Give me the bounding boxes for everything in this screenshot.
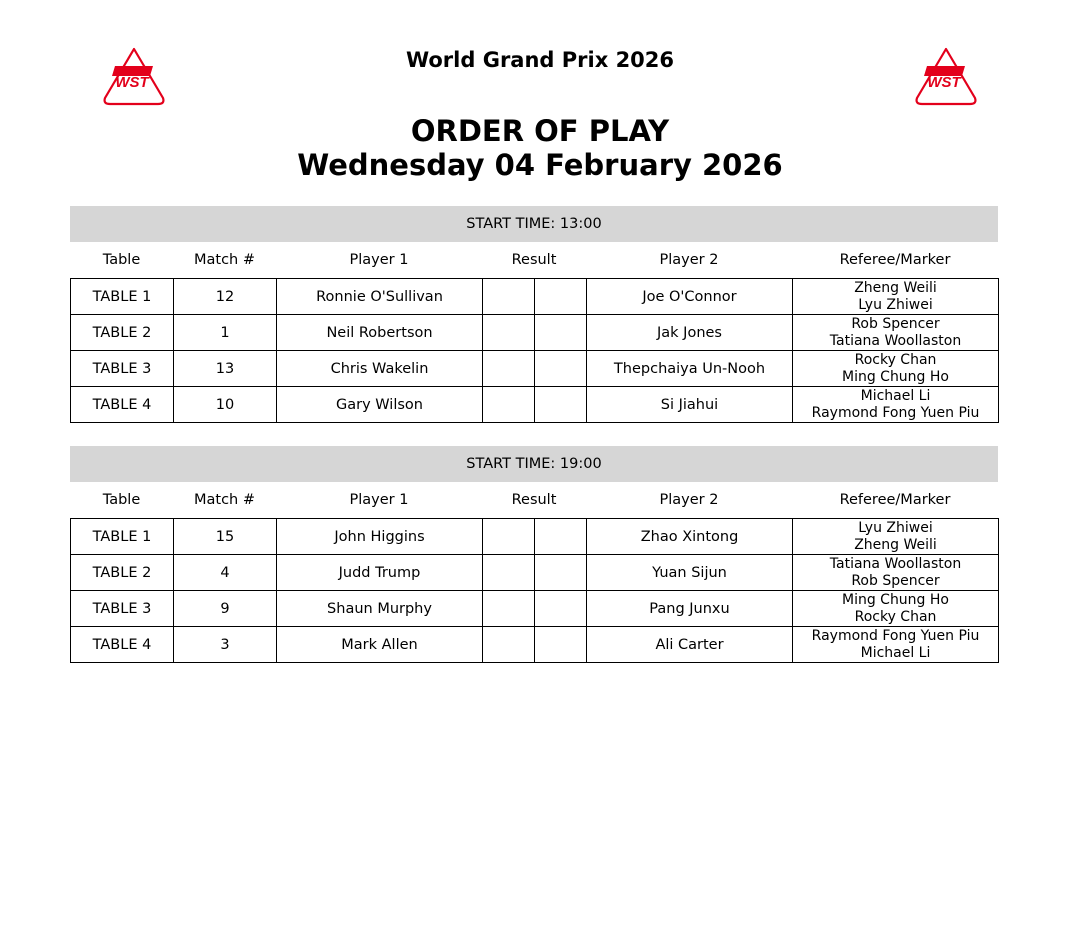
referee-cell (793, 591, 999, 627)
marker-name: Ming Chung Ho (841, 368, 949, 385)
match-table (70, 278, 999, 423)
marker-name: Zheng Weili (854, 536, 937, 553)
result-cell-2 (535, 387, 587, 423)
tournament-name: World Grand Prix 2026 (405, 48, 675, 72)
col-player1: Player 1 (349, 492, 409, 508)
result-cell-2 (535, 591, 587, 627)
table-cell: TABLE 3 (71, 351, 174, 387)
referee-name: Raymond Fong Yuen Piu (811, 627, 980, 644)
table-cell: TABLE 3 (71, 591, 174, 627)
player1-cell: Shaun Murphy (277, 591, 483, 627)
table-row (71, 351, 999, 387)
svg-text:WST: WST (927, 74, 961, 91)
match-cell: 3 (174, 627, 277, 663)
player1-cell: Chris Wakelin (277, 351, 483, 387)
referee-cell (793, 387, 999, 423)
player2-cell: Ali Carter (587, 627, 793, 663)
player1-cell: Mark Allen (277, 627, 483, 663)
player1-cell: John Higgins (277, 519, 483, 555)
match-table (70, 518, 999, 663)
referee-cell (793, 351, 999, 387)
col-player1: Player 1 (349, 252, 409, 268)
session-1900 (70, 446, 998, 663)
result-cell-1 (483, 279, 535, 315)
referee-name: Lyu Zhiwei (858, 519, 933, 536)
marker-name: Raymond Fong Yuen Piu (811, 404, 980, 421)
col-match: Match # (193, 492, 255, 508)
result-cell-2 (535, 519, 587, 555)
player2-cell: Jak Jones (587, 315, 793, 351)
referee-name: Rocky Chan (854, 351, 937, 368)
result-cell-1 (483, 555, 535, 591)
result-cell-2 (535, 555, 587, 591)
col-player2: Player 2 (659, 252, 719, 268)
referee-cell (793, 315, 999, 351)
result-cell-2 (535, 627, 587, 663)
referee-name: Tatiana Woollaston (829, 555, 962, 572)
table-cell: TABLE 4 (71, 627, 174, 663)
table-row (71, 555, 999, 591)
match-cell: 15 (174, 519, 277, 555)
marker-name: Michael Li (860, 644, 931, 661)
marker-name: Rob Spencer (851, 572, 940, 589)
result-cell-1 (483, 387, 535, 423)
match-cell: 1 (174, 315, 277, 351)
player2-cell: Joe O'Connor (587, 279, 793, 315)
result-cell-1 (483, 591, 535, 627)
match-cell: 10 (174, 387, 277, 423)
col-table: Table (102, 492, 141, 508)
col-player2: Player 2 (659, 492, 719, 508)
start-time-bar: START TIME: 19:00 (70, 446, 998, 482)
match-cell: 9 (174, 591, 277, 627)
player1-cell: Neil Robertson (277, 315, 483, 351)
result-cell-1 (483, 351, 535, 387)
start-time-bar: START TIME: 13:00 (70, 206, 998, 242)
marker-name: Rocky Chan (854, 608, 937, 625)
table-cell: TABLE 4 (71, 387, 174, 423)
player2-cell: Yuan Sijun (587, 555, 793, 591)
result-cell-2 (535, 279, 587, 315)
player2-cell: Pang Junxu (587, 591, 793, 627)
match-cell: 13 (174, 351, 277, 387)
table-cell: TABLE 2 (71, 315, 174, 351)
result-cell-1 (483, 519, 535, 555)
referee-cell (793, 279, 999, 315)
player2-cell: Thepchaiya Un-Nooh (587, 351, 793, 387)
result-cell-2 (535, 351, 587, 387)
match-cell: 12 (174, 279, 277, 315)
referee-name: Michael Li (860, 387, 931, 404)
table-row (71, 387, 999, 423)
table-row (71, 591, 999, 627)
player2-cell: Si Jiahui (587, 387, 793, 423)
col-referee: Referee/Marker (839, 492, 951, 508)
table-row (71, 627, 999, 663)
page-date: Wednesday 04 February 2026 (297, 148, 783, 182)
table-cell: TABLE 1 (71, 519, 174, 555)
col-result: Result (511, 252, 557, 268)
col-referee: Referee/Marker (839, 252, 951, 268)
table-cell: TABLE 2 (71, 555, 174, 591)
page-title: ORDER OF PLAY (410, 114, 670, 148)
referee-name: Rob Spencer (851, 315, 940, 332)
svg-text:WST: WST (115, 74, 149, 91)
referee-cell (793, 555, 999, 591)
player1-cell: Judd Trump (277, 555, 483, 591)
referee-cell (793, 519, 999, 555)
column-header-row (70, 482, 998, 518)
col-table: Table (102, 252, 141, 268)
table-row (71, 315, 999, 351)
referee-name: Zheng Weili (854, 279, 937, 296)
result-cell-1 (483, 627, 535, 663)
table-cell: TABLE 1 (71, 279, 174, 315)
result-cell-2 (535, 315, 587, 351)
referee-name: Ming Chung Ho (841, 591, 949, 608)
match-cell: 4 (174, 555, 277, 591)
marker-name: Tatiana Woollaston (829, 332, 962, 349)
player1-cell: Gary Wilson (277, 387, 483, 423)
col-match: Match # (193, 252, 255, 268)
result-cell-1 (483, 315, 535, 351)
referee-cell (793, 627, 999, 663)
player2-cell: Zhao Xintong (587, 519, 793, 555)
column-header-row (70, 242, 998, 278)
table-row (71, 519, 999, 555)
table-row (71, 279, 999, 315)
marker-name: Lyu Zhiwei (858, 296, 933, 313)
session-1300 (70, 206, 998, 423)
col-result: Result (511, 492, 557, 508)
player1-cell: Ronnie O'Sullivan (277, 279, 483, 315)
